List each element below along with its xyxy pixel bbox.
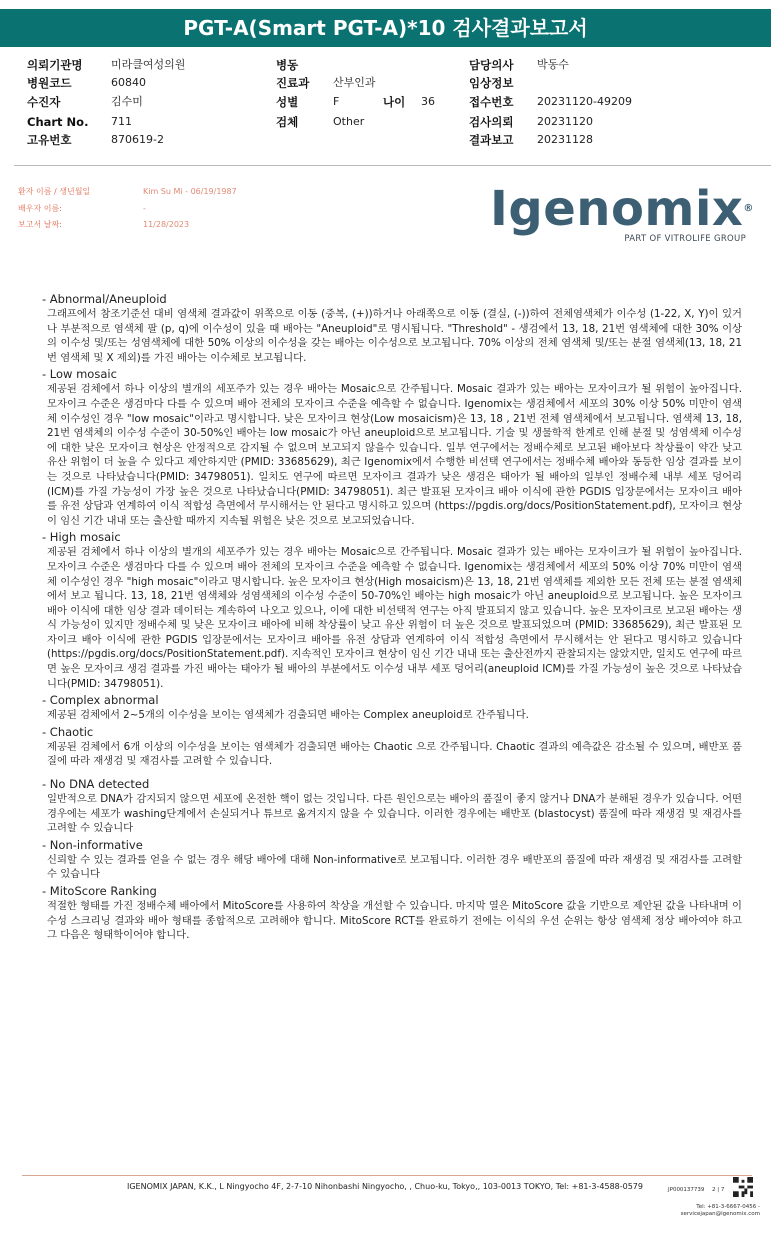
header-divider	[14, 165, 771, 166]
footer-divider	[22, 1175, 752, 1176]
hospital-code-label: 병원코드	[27, 76, 72, 90]
section-heading-no-dna: - No DNA detected	[42, 777, 150, 792]
section-body-aneuploid: 그래프에서 참조기준선 대비 염색체 결과값이 위쪽으로 이동 (중복, (+))하거나 아래쪽으로 이동 (결실, (-))하여 전체염색체가 이수성 (1-22, X, Y)이 있거나 부분적으로 염색체 팔 (p, q)에 이수성이 있을 때 배아는 "Aneuploid"로 명시됩니다. "Threshold" - 생검에서 13, 18, 21번 염색체에 대한 30% 이상의 이수성 및/또는 성염색체에 대한 50% 이상의 이수성을 갖는 배아는 이수성으로 보고됩니다. 70% 이상의 전체 염색체 및/또는 분절 염색체(13, 18, 21 번 염색체 및 X 제외)를 가진 배아는 이수체로 보고됩니다.	[47, 308, 742, 364]
registered-mark: ®	[743, 203, 754, 214]
recipient-label: 수진자	[27, 95, 61, 109]
logo-wordmark: Igenomix	[490, 181, 744, 237]
section-body-non-informative: 신뢰할 수 있는 결과를 얻을 수 없는 경우 해당 배아에 대해 Non-informative로 보고됩니다. 이러한 경우 배반포의 품질에 따라 재생검 및 재검사를 고려할 수 있습니다	[47, 853, 743, 881]
footer-email: servicejapan@igenomix.com	[680, 1211, 760, 1217]
result-date-value: 20231128	[537, 133, 593, 146]
footer-document-code: JP000137739	[668, 1187, 705, 1193]
section-heading-low-mosaic: - Low mosaic	[42, 367, 117, 382]
specimen-label: 검체	[276, 115, 299, 129]
section-body-high-mosaic: 제공된 검체에서 하나 이상의 별개의 세포주가 있는 경우 배아는 Mosaic으로 간주됩니다. Mosaic 결과가 있는 배아는 모자이크가 될 위험이 높아집니다. 모자이크 수준은 생검마다 다를 수 있으며 배아 전체의 모자이크 수준을 예측할 수 없습니다. Igenomix는 생검체에서 세포의 50% 이상 70% 미만이 염색체 이수성인 경우 "high mosaic"이라고 명시합니다. 높은 모자이크 현상(High mosaicism)은 13, 18, 21번 염색체를 제외한 모든 전체 또는 분절 염색체에서 보고 됩니다. 13, 18, 21번 염색체와 성염색체의 이수성 수준이 50-70%인 배아는 high mosaic가 아닌 aneuploid으로 보고됩니다. 높은 모자이크 배아 이식에 대한 임상 결과 데이터는 계속하여 나오고 있으나, 이에 대한 비선택적 연구는 아직 발표되지 않고 있습니다. 높은 모자이크로 보고된 배아는 생식 가능성이 있지만 정배수체 및 낮은 모자이크 배아에 비해 착상률이 낮고 유산 위험이 더 높은 것으로 발표되었으며 (PMID: 33685629), 최근 발표된 모자이크 배아 이식에 관한 PGDIS 입장문에서는 모자이크 배아를 유전 상담과 연계하여 이식 적합성 측면에서 무시해서는 안 된다고 명시하고 있습니다 (https://pgdis.org/docs/PositionStatement.pdf). 지속적인 모자이크 현상이 임신 기간 내내 또는 출산전까지 관찰되지는 않았지만, 일치도 연구에 따르면 높은 모자이크 생검 결과를 가진 배아는 태아가 될 배아의 부분에서도 이수성 내부 세포 덩어리(aneuploid ICM)를 가질 가능성이 높은 것으로 나타났습니다(PMID: 34798051).	[47, 546, 742, 690]
section-heading-chaotic: - Chaotic	[42, 724, 94, 739]
report-title: PGT-A(Smart PGT-A)*10 검사결과보고서	[0, 9, 771, 47]
report-date-label: 보고서 날짜:	[18, 220, 62, 229]
section-heading-high-mosaic: - High mosaic	[42, 530, 121, 545]
footer-contact	[660, 1204, 760, 1218]
specimen-value: Other	[333, 115, 365, 128]
doctor-label: 담당의사	[469, 58, 514, 72]
unique-id-label: 고유번호	[27, 133, 72, 147]
clinical-info-label: 임상정보	[469, 76, 514, 90]
partner-name-value: -	[143, 203, 146, 213]
section-heading-complex: - Complex abnormal	[42, 693, 159, 708]
patient-name-label: 환자 이름 / 생년월일	[18, 187, 91, 196]
receipt-number-value: 20231120-49209	[537, 95, 632, 108]
page-number: 2 | 7	[712, 1187, 725, 1193]
hospital-code-value: 60840	[111, 76, 146, 89]
report-date-value: 11/28/2023	[143, 220, 190, 229]
section-body-no-dna: 일반적으로 DNA가 감지되지 않으면 세포에 온전한 핵이 없는 것입니다. 다른 원인으로는 배아의 품질이 좋지 않거나 DNA가 분해된 경우가 있습니다. 어떤 경우에는 세포가 washing단계에서 손실되거나 튜브로 옮겨지지 않을 수 있습니다. 이러한 경우에는 배반포 (blastocyst) 품질에 따라 재생검 및 재검사를 고려할 수 있습니다	[47, 793, 742, 835]
doctor-value: 박동수	[537, 58, 569, 71]
partner-name-label: 배우자 이름:	[18, 203, 62, 213]
logo-subtitle: PART OF VITROLIFE GROUP	[624, 234, 746, 244]
request-date-value: 20231120	[537, 115, 593, 128]
ward-label: 병동	[276, 58, 299, 72]
chart-value: 711	[111, 115, 132, 128]
age-label: 나이	[383, 95, 406, 109]
institution-label: 의뢰기관명	[27, 58, 83, 72]
patient-block	[18, 184, 237, 234]
footer-phone: Tel: +81-3-6667-0456 -	[696, 1204, 760, 1210]
result-definitions	[42, 290, 742, 943]
age-value: 36	[421, 95, 435, 108]
section-body-complex: 제공된 검체에서 2~5개의 이수성을 보이는 염색체가 검출되면 배아는 Complex aneuploid로 간주됩니다.	[47, 709, 529, 722]
footer-address: IGENOMIX JAPAN, K.K., L Ningyocho 4F, 2-7-10 Nihonbashi Ningyocho, , Chuo-ku, Tokyo,, 103-0013 TOKYO, Tel: +81-3-4588-0579	[126, 1182, 643, 1191]
sex-label: 성별	[276, 95, 299, 109]
department-value: 산부인과	[333, 76, 376, 89]
department-label: 진료과	[276, 76, 310, 90]
request-info	[0, 52, 771, 150]
section-heading-non-informative: - Non-informative	[42, 837, 143, 852]
recipient-value: 김수미	[111, 95, 143, 108]
receipt-number-label: 접수번호	[469, 95, 514, 109]
patient-name-value: Kim Su Mi - 06/19/1987	[143, 187, 237, 196]
request-date-label: 검사의뢰	[469, 115, 514, 129]
igenomix-logo	[490, 181, 754, 248]
section-heading-mitoscore: - MitoScore Ranking	[42, 884, 157, 898]
result-date-label: 결과보고	[469, 133, 514, 147]
qr-code-icon	[733, 1177, 753, 1197]
sex-value: F	[333, 95, 340, 108]
chart-label: Chart No.	[27, 115, 89, 129]
section-body-chaotic: 제공된 검체에서 6개 이상의 이수성을 보이는 염색체가 검출되면 배아는 Chaotic 으로 간주됩니다. Chaotic 결과의 예측값은 감소될 수 있으며, 배반포 품질에 따라 재생검 및 재검사를 고려할 수 있습니다.	[47, 740, 742, 768]
section-body-low-mosaic: 제공된 검체에서 하나 이상의 별개의 세포주가 있는 경우 배아는 Mosaic으로 간주됩니다. Mosaic 결과가 있는 배아는 모자이크가 될 위험이 높아집니다. 모자이크 수준은 생검마다 다를 수 있으며 배아 전체의 모자이크 수준을 예측할 수 없습니다. Igenomix는 생검체에서 세포의 30% 이상 50% 미만이 염색체 이수성인 경우 "low mosaic"이라고 명시합니다. 낮은 모자이크 현상(Low mosaicism)은 13, 18 , 21번 전체 염색체에서 보고됩니다. 염색체 13, 18, 21번 염색체의 이수성 수준이 30-50%인 배아는 low mosaic가 아닌 aneuploid으로 보고됩니다. 기술 및 생물학적 한계로 인해 분절 및 성염색체 이수성에 대한 낮은 모자이크 현상은 안정적으로 감지될 수 없으며 보고되지 않을수 있습니다. 일부 연구에서는 정배수체로 보고된 배아보다 착상률이 약간 낮고 유산 위험이 더 높을 수 있다고 제안하지만 (PMID: 33685629), 최근 Igenomix에서 수행한 비선택 연구에서는 정배수체 배아와 동등한 임상 결과를 보이는 것으로 나타났습니다(PMID: 34798051). 일치도 연구에 따르면 모자이크 결과가 낮은 생검은 태아가 될 배아의 일부인 정배수체 내부 세포 덩어리(ICM)를 가질 가능성이 가장 높은 것으로 나타났습니다(PMID: 34798051). 최근 발표된 모자이크 배아 이식에 관한 PGDIS 입장문에서는 모자이크 배아를 유전 상담과 연계하여 이식 적합성 측면에서 무시해서는 안 된다고 명시하고 있으며 (https://pgdis.org/docs/PositionStatement.pdf), 모자이크 현상이 임신 기간 내내 또는 출산할 때까지 지속될 위험은 낮은 것으로 보고되었습니다.	[47, 383, 742, 527]
section-heading-aneuploid: - Abnormal/Aneuploid	[42, 292, 167, 306]
institution-value: 미라클여성의원	[111, 58, 186, 71]
unique-id-value: 870619-2	[111, 133, 164, 146]
section-body-mitoscore: 적절한 형태를 가진 정배수체 배아에서 MitoScore를 사용하여 착상을 개선할 수 있습니다. 마지막 열은 MitoScore 값을 기반으로 제안된 값을 나타내며 이수성 스크리닝 결과와 배아 형태를 종합적으로 고려해야 합니다. MitoScore RCT를 완료하기 전에는 이식의 우선 순위는 항상 염색체 정상 배아여야 하고 그 다음은 형태학이어야 합니다.	[47, 900, 742, 942]
